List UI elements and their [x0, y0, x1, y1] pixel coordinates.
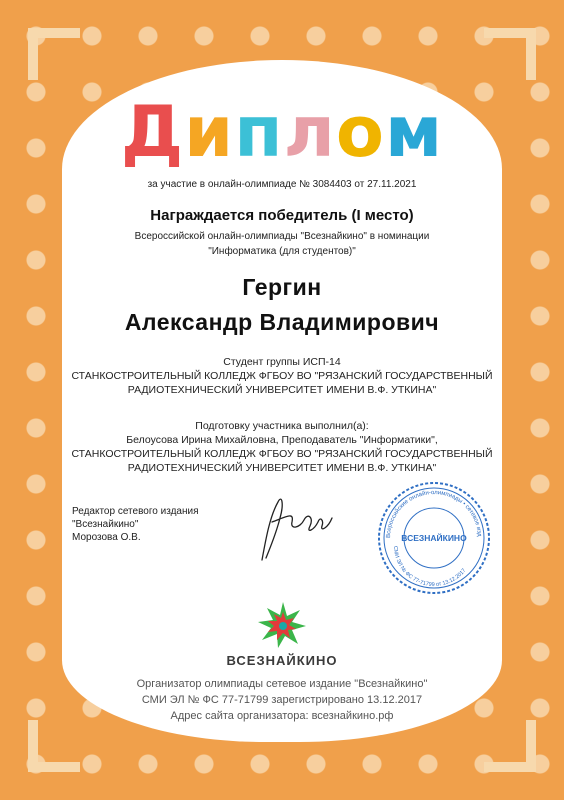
recipient-given-names: Александр Владимирович — [124, 309, 440, 335]
title-letter: и — [184, 91, 235, 173]
diploma-title — [0, 92, 564, 172]
editor-name: Морозова О.В. — [72, 532, 141, 543]
editor-block — [72, 505, 198, 544]
recipient-surname: Гергин — [242, 274, 322, 300]
official-stamp — [376, 480, 492, 596]
editor-role: Редактор сетевого издания — [72, 506, 199, 517]
title-letter: м — [384, 91, 444, 173]
teacher-line-2: СТАНКОСТРОИТЕЛЬНЫЙ КОЛЛЕДЖ ФГБОУ ВО "РЯЗАНСКИЙ ГОСУДАРСТВЕННЫЙ — [71, 448, 493, 460]
corner-ornament-bottom-right — [484, 720, 536, 772]
nomination-line-1: Всероссийской онлайн-олимпиады "Всезнайкино" в номинации — [134, 231, 430, 242]
corner-ornament-top-left — [28, 28, 80, 80]
teacher-line-1: Белоусова Ирина Михайловна, Преподаватель "Информатики", — [126, 434, 438, 446]
student-group: Студент группы ИСП-14 — [223, 356, 341, 368]
footer-registration: СМИ ЭЛ № ФС 77-71799 зарегистрировано 13.12.2017 — [141, 694, 423, 706]
title-letter: л — [283, 91, 336, 173]
stamp-outer-text: Всероссийские онлайн-олимпиады • сетевое изд — [385, 489, 483, 539]
nomination-line-2: "Информатика (для студентов)" — [208, 246, 356, 257]
title-letter: Д — [120, 91, 185, 173]
corner-ornament-bottom-left — [28, 720, 80, 772]
editor-publication: "Всезнайкино" — [72, 519, 139, 530]
award-heading: Награждается победитель (I место) — [150, 207, 414, 224]
footer-organizer: Организатор олимпиады сетевое издание "Всезнайкино" — [136, 678, 428, 690]
stamp-center-text: ВСЕЗНАЙКИНО — [401, 533, 467, 543]
stamp-bottom-text: СМИ ЭЛ № ФС 77-71799 от 13.12.2017 — [391, 545, 468, 589]
svg-text:СМИ ЭЛ № ФС 77-71799 от 13.12. — [392, 546, 467, 588]
title-letter: о — [335, 91, 385, 173]
corner-ornament-top-right — [484, 28, 536, 80]
student-college-line-2: РАДИОТЕХНИЧЕСКИЙ УНИВЕРСИТЕТ ИМЕНИ В.Ф. УТКИНА" — [127, 384, 437, 396]
title-letter: п — [234, 91, 284, 173]
footer-website: Адрес сайта организатора: всезнайкино.рф — [170, 710, 394, 722]
subtitle: за участие в онлайн-олимпиаде № 3084403 от 27.11.2021 — [147, 179, 417, 190]
vseznaykino-logo-icon — [252, 600, 314, 650]
student-college-line-1: СТАНКОСТРОИТЕЛЬНЫЙ КОЛЛЕДЖ ФГБОУ ВО "РЯЗАНСКИЙ ГОСУДАРСТВЕННЫЙ — [71, 370, 493, 382]
signature-image — [248, 478, 348, 578]
teacher-line-3: РАДИОТЕХНИЧЕСКИЙ УНИВЕРСИТЕТ ИМЕНИ В.Ф. УТКИНА" — [127, 462, 437, 474]
preparation-label: Подготовку участника выполнил(а): — [195, 420, 369, 432]
brand-name: ВСЕЗНАЙКИНО — [226, 653, 338, 668]
